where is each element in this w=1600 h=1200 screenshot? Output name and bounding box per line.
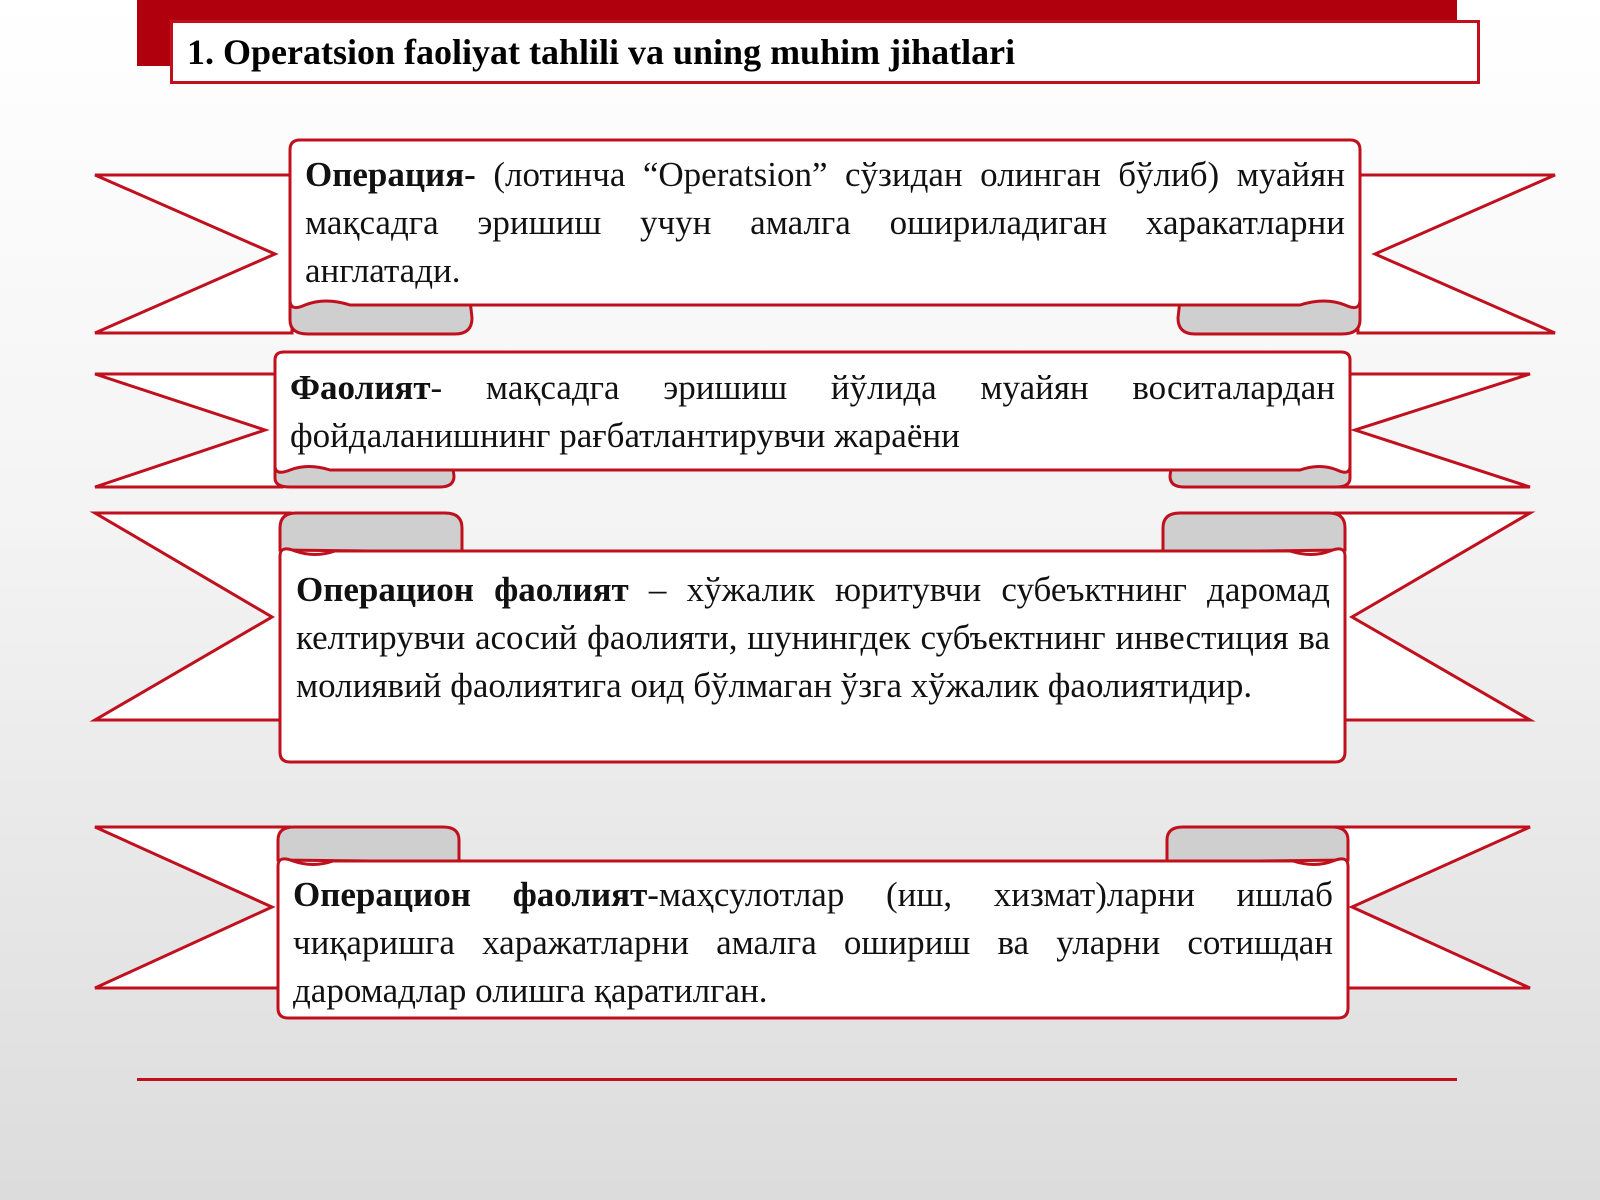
definition-operation-text: (лотинча “Operatsion” сўзидан олинган бўлиб) муайян мақсадга эришиш учун амалга ошириладиган харакатларни англатади. bbox=[305, 155, 1345, 290]
bottom-divider bbox=[137, 1078, 1457, 1081]
page-title: 1. Operatsion faoliyat tahlili va uning muhim jihatlari bbox=[187, 32, 1016, 72]
term-operational-activity-1: Операцион фаолият bbox=[296, 570, 629, 609]
term-operational-activity-2: Операцион фаолият bbox=[293, 875, 648, 914]
ribbon-1-right-tail bbox=[1358, 175, 1555, 333]
ribbon-3-right-tail bbox=[1335, 513, 1530, 720]
ribbon-1-left-tail bbox=[95, 175, 292, 333]
definition-operational-activity-1-text: – хўжалик юритувчи субеъктнинг даромад келтирувчи асосий фаолияти, шунингдек субъектнинг инвестиция ва молиявий фаолиятига оид бўлмаган ўзга хўжалик фаолиятидир. bbox=[296, 570, 1330, 705]
ribbon-2-right-tail bbox=[1340, 374, 1530, 487]
ribbon-2-left-tail bbox=[95, 374, 282, 487]
ribbon-4-right-fold bbox=[1167, 827, 1348, 862]
ribbon-3-left-tail bbox=[95, 513, 290, 720]
ribbon-4-right-tail bbox=[1335, 827, 1530, 988]
definition-operational-activity-1 bbox=[296, 566, 1330, 710]
definition-activity bbox=[290, 364, 1335, 460]
definition-operation bbox=[305, 151, 1345, 295]
ribbon-4-left-tail bbox=[95, 827, 290, 988]
definition-operational-activity-2-text: -маҳсулотлар (иш, хизмат)ларни ишлаб чиқаришга харажатларни амалга ошириш ва уларни сотишдан даромадлар олишга қаратилган. bbox=[293, 875, 1333, 1010]
term-activity: Фаолият bbox=[290, 368, 431, 407]
definition-operational-activity-2 bbox=[293, 871, 1333, 1015]
ribbon-3-left-fold bbox=[280, 513, 462, 552]
ribbon-4-left-fold bbox=[278, 827, 459, 862]
ribbon-3-right-fold bbox=[1163, 513, 1345, 552]
term-operation: Операция- bbox=[305, 155, 476, 194]
definition-activity-text: - мақсадга эришиш йўлида муайян воситалардан фойдаланишнинг рағбатлантирувчи жараёни bbox=[290, 368, 1335, 455]
